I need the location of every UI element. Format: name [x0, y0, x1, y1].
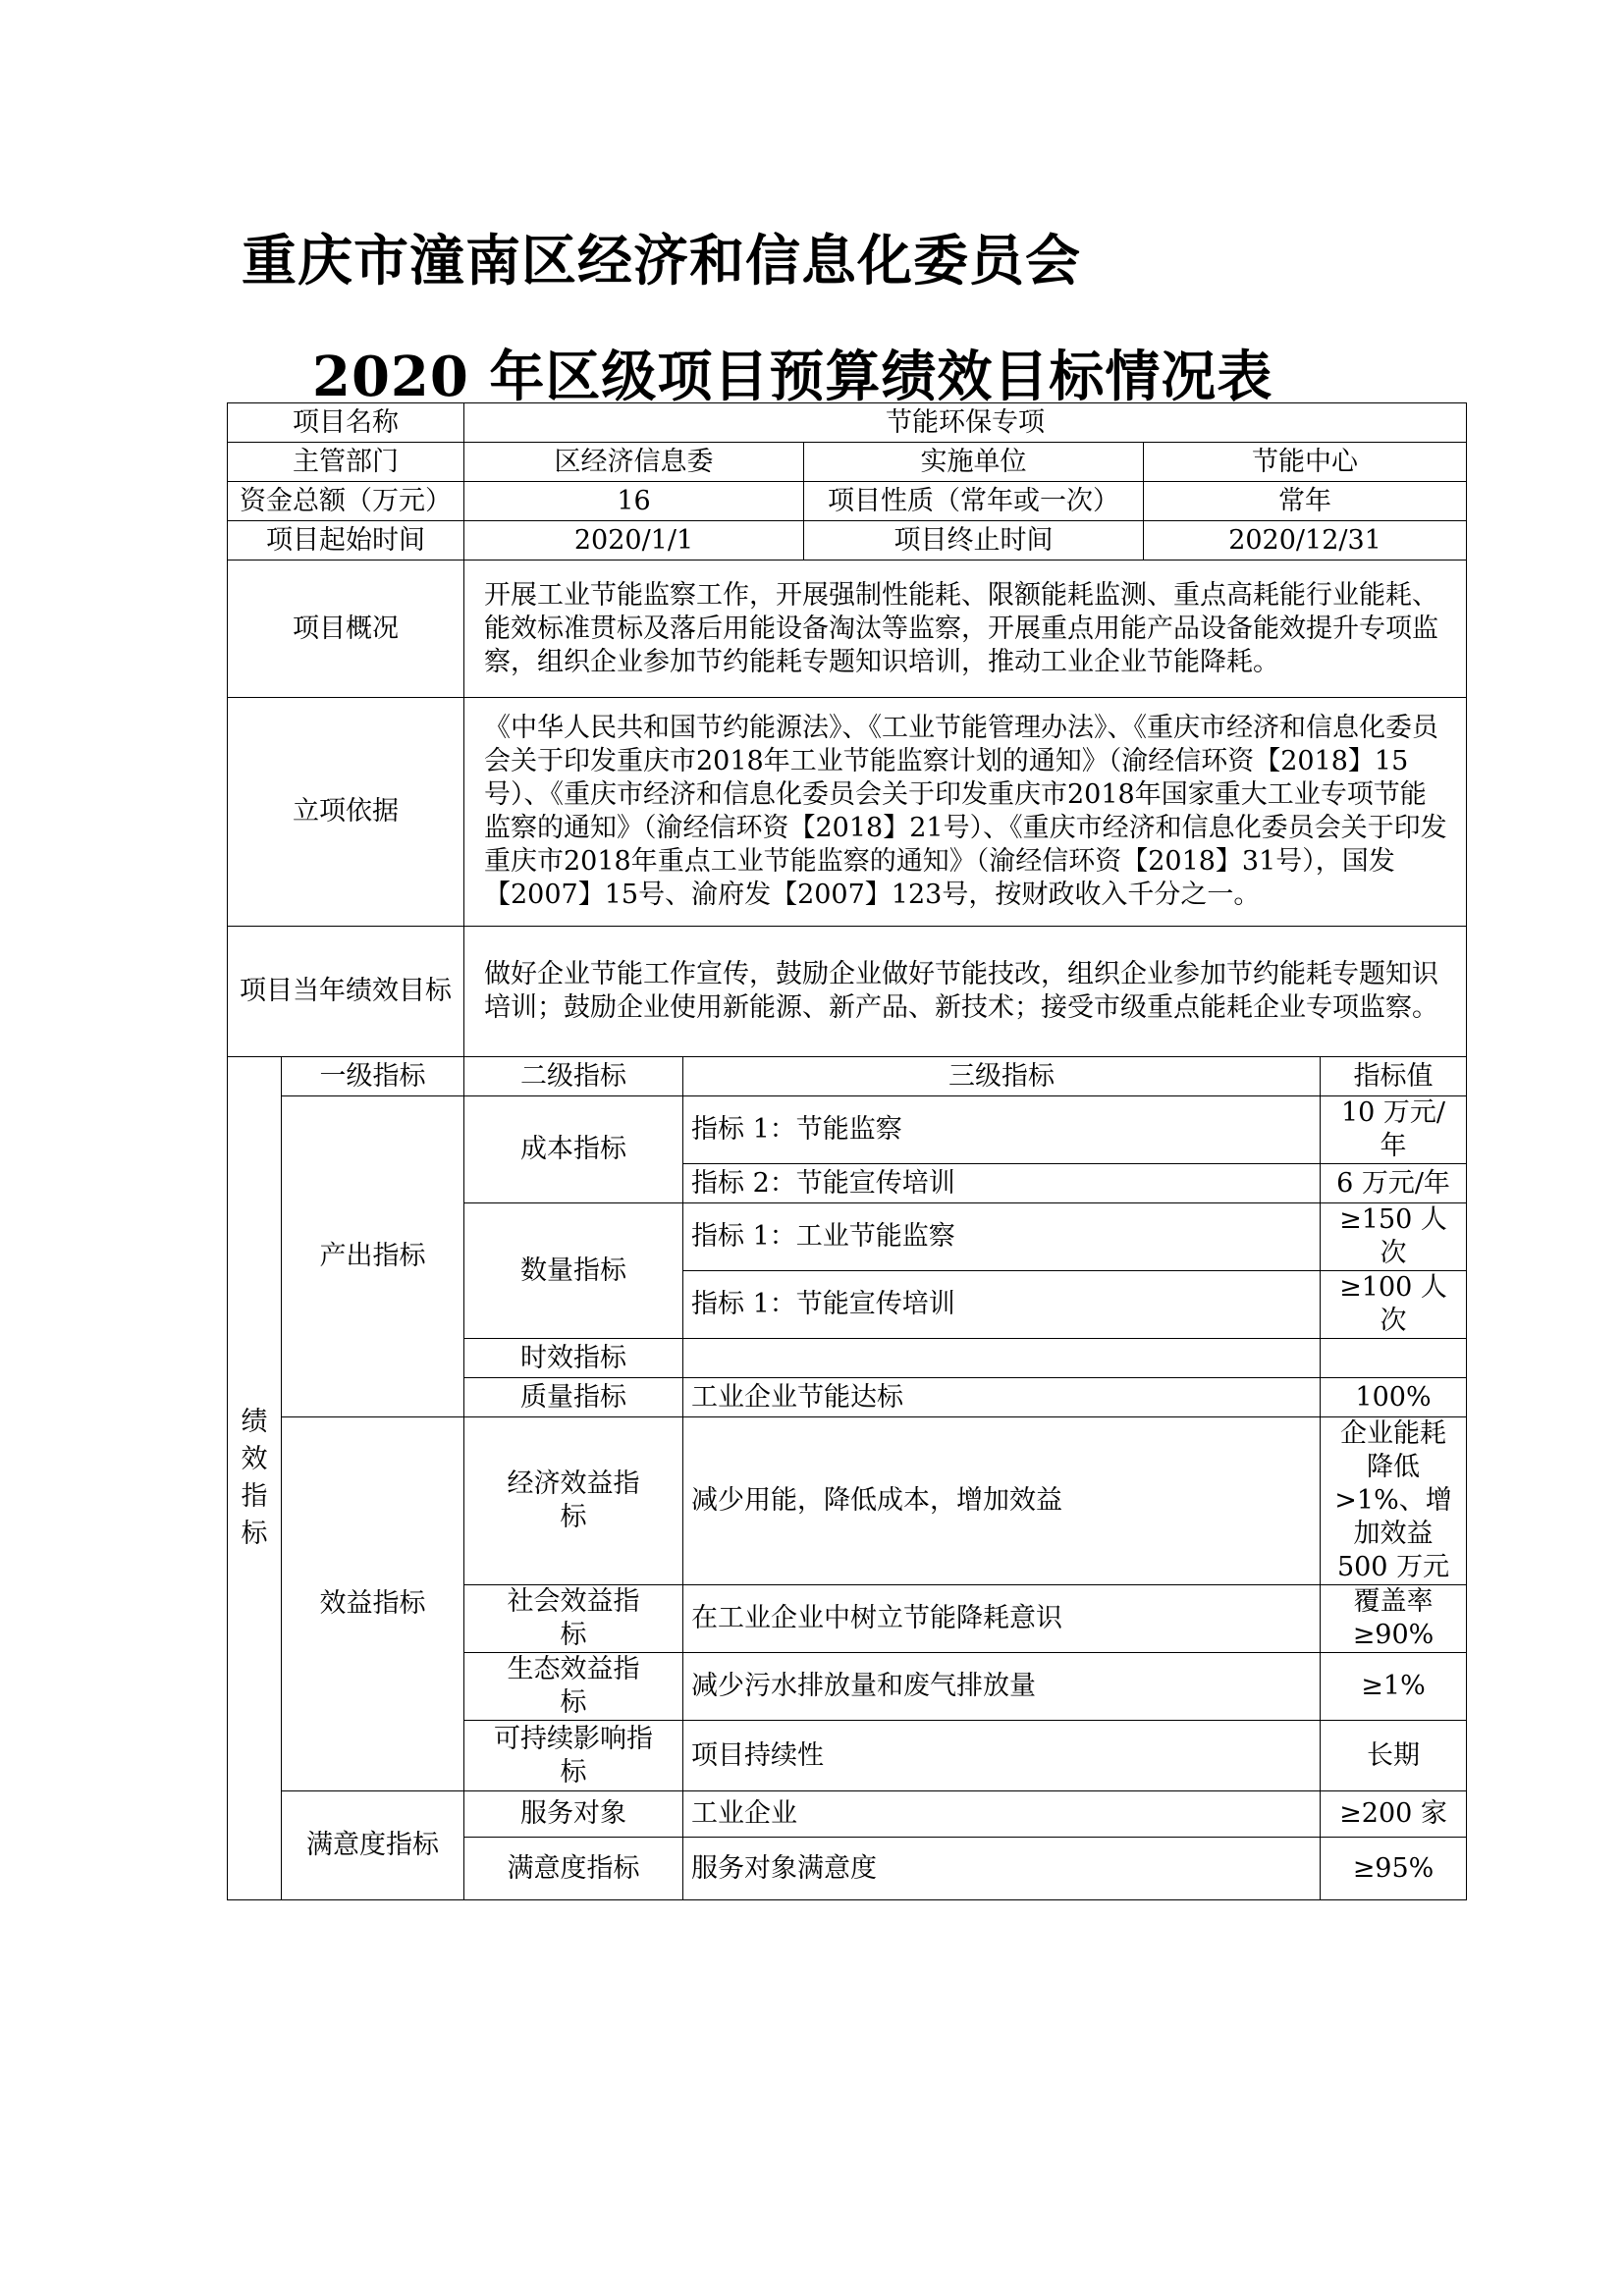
satisfaction-indicator-label: 满意度指标 — [282, 1791, 464, 1900]
end-value: 2020/12/31 — [1144, 521, 1467, 561]
quality-row-name: 工业企业节能达标 — [683, 1378, 1321, 1417]
header-level2: 二级指标 — [464, 1057, 683, 1096]
social-row-value: 覆盖率≥90% — [1321, 1585, 1467, 1653]
goal-text: 做好企业节能工作宣传，鼓励企业做好节能技改，组织企业参加节约能耗专题知识培训；鼓励企业使用新能源、新产品、新技术；接受市级重点能耗企业专项监察。 — [464, 927, 1467, 1057]
output-indicator-label: 产出指标 — [282, 1096, 464, 1417]
eco-row-value: ≥1% — [1321, 1653, 1467, 1721]
perf-section-label: 绩效指标 — [241, 1407, 268, 1549]
header-level3: 三级指标 — [683, 1057, 1321, 1096]
qty-row-1-name: 指标 1：工业节能监察 — [683, 1203, 1321, 1271]
impl-label: 实施单位 — [804, 443, 1144, 482]
header-value: 指标值 — [1321, 1057, 1467, 1096]
service-row-name: 工业企业 — [683, 1791, 1321, 1838]
cost-row-1-name: 指标 1：节能监察 — [683, 1096, 1321, 1164]
quality-row-value: 100% — [1321, 1378, 1467, 1417]
start-label: 项目起始时间 — [228, 521, 464, 561]
project-name-value: 节能环保专项 — [464, 403, 1467, 443]
header-level1: 一级指标 — [282, 1057, 464, 1096]
social-row-name: 在工业企业中树立节能降耗意识 — [683, 1585, 1321, 1653]
satisfaction-row-value: ≥95% — [1321, 1838, 1467, 1900]
sustain-indicator-label: 可持续影响指标 — [464, 1721, 683, 1791]
perf-section-cell — [228, 1057, 282, 1900]
goal-label: 项目当年绩效目标 — [228, 927, 464, 1057]
cost-indicator-label: 成本指标 — [464, 1096, 683, 1203]
project-name-label: 项目名称 — [228, 403, 464, 443]
timeliness-indicator-label: 时效指标 — [464, 1339, 683, 1378]
sustain-row-value: 长期 — [1321, 1721, 1467, 1791]
fund-label: 资金总额（万元） — [228, 482, 464, 521]
basis-label: 立项依据 — [228, 698, 464, 927]
eco-indicator-label: 生态效益指标 — [464, 1653, 683, 1721]
start-value: 2020/1/1 — [464, 521, 804, 561]
quantity-indicator-label: 数量指标 — [464, 1203, 683, 1339]
econ-indicator-label: 经济效益指标 — [464, 1417, 683, 1585]
service-row-value: ≥200 家 — [1321, 1791, 1467, 1838]
satisfaction-sub-label: 满意度指标 — [464, 1838, 683, 1900]
overview-label: 项目概况 — [228, 561, 464, 698]
cost-row-1-value: 10 万元/年 — [1321, 1096, 1467, 1164]
nature-value: 常年 — [1144, 482, 1467, 521]
eco-row-name: 减少污水排放量和废气排放量 — [683, 1653, 1321, 1721]
fund-value: 16 — [464, 482, 804, 521]
satisfaction-row-name: 服务对象满意度 — [683, 1838, 1321, 1900]
overview-text: 开展工业节能监察工作，开展强制性能耗、限额能耗监测、重点高耗能行业能耗、能效标准贯标及落后用能设备淘汰等监察，开展重点用能产品设备能效提升专项监察，组织企业参加节约能耗专题知识培训，推动工业企业节能降耗。 — [464, 561, 1467, 698]
performance-target-table — [227, 402, 1467, 1900]
nature-label: 项目性质（常年或一次） — [804, 482, 1144, 521]
econ-row-value: 企业能耗降低>1%、增加效益 500 万元 — [1321, 1417, 1467, 1585]
qty-row-2-value: ≥100 人次 — [1321, 1271, 1467, 1339]
cost-row-2-name: 指标 2：节能宣传培训 — [683, 1164, 1321, 1203]
dept-label: 主管部门 — [228, 443, 464, 482]
doc-title-line1: 重庆市潼南区经济和信息化委员会 — [242, 229, 1081, 294]
sustain-row-name: 项目持续性 — [683, 1721, 1321, 1791]
benefit-indicator-label: 效益指标 — [282, 1417, 464, 1791]
econ-row-name: 减少用能，降低成本，增加效益 — [683, 1417, 1321, 1585]
social-indicator-label: 社会效益指标 — [464, 1585, 683, 1653]
cost-row-2-value: 6 万元/年 — [1321, 1164, 1467, 1203]
quality-indicator-label: 质量指标 — [464, 1378, 683, 1417]
basis-text: 《中华人民共和国节约能源法》、《工业节能管理办法》、《重庆市经济和信息化委员会关于印发重庆市2018年工业节能监察计划的通知》（渝经信环资【2018】15号）、《重庆市经济和信息化委员会关于印发重庆市2018年国家重大工业专项节能监察的通知》（渝经信环资【2018】21号）、《重庆市经济和信息化委员会关于印发重庆市2018年重点工业节能监察的通知》（渝经信环资【2018】31号），国发【2007】15号、渝府发【2007】123号，按财政收入千分之一。 — [464, 698, 1467, 927]
end-label: 项目终止时间 — [804, 521, 1144, 561]
qty-row-1-value: ≥150 人次 — [1321, 1203, 1467, 1271]
qty-row-2-name: 指标 1：节能宣传培训 — [683, 1271, 1321, 1339]
time-row-value — [1321, 1339, 1467, 1378]
dept-value: 区经济信息委 — [464, 443, 804, 482]
service-target-label: 服务对象 — [464, 1791, 683, 1838]
time-row-name — [683, 1339, 1321, 1378]
doc-title-line2: 2020 年区级项目预算绩效目标情况表 — [312, 345, 1273, 409]
impl-value: 节能中心 — [1144, 443, 1467, 482]
